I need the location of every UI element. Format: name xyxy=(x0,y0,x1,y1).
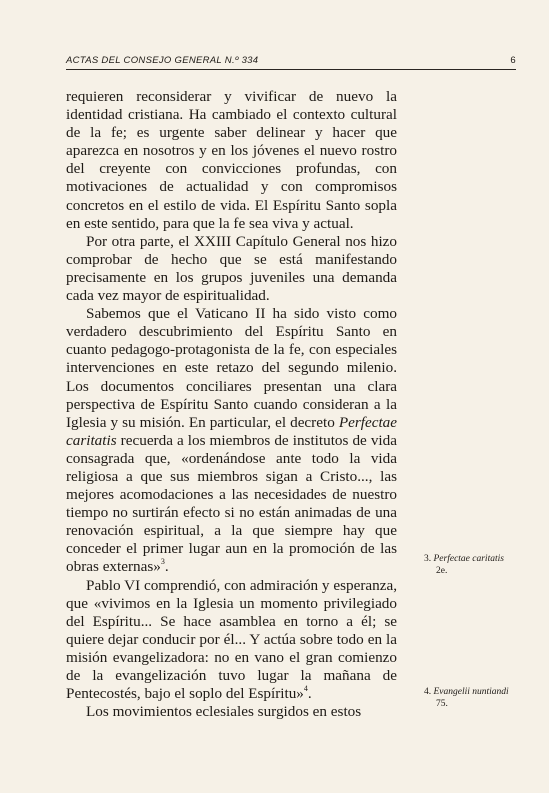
footnote-reference: Perfectae caritatis xyxy=(433,554,504,564)
footnote-detail: 75. xyxy=(436,699,448,709)
footnote-marker: 3 xyxy=(160,557,165,567)
footnote-detail: 2e. xyxy=(436,566,448,576)
footnote-reference: Evangelii nuntiandi xyxy=(433,687,509,697)
paragraph xyxy=(66,577,397,704)
paragraph: Los movimientos eclesiales surgidos en estos xyxy=(86,703,362,721)
paragraph-end: . xyxy=(164,558,169,576)
footnote-number: 4. xyxy=(424,687,432,697)
footnote-number: 3. xyxy=(424,554,432,564)
paragraph-text: recuerda a los miembros de institutos de vida consagrada que, «ordenándose ante todo la vida religiosa a que sus miembros sigan a Cristo..., las mejores acomodaciones a las necesidades de nuestro tiempo no surtirán efecto si no están animadas de una renovación espiritual, a la que siempre hay que conceder el primer lugar aun en la promoción de las obras externas» xyxy=(66,431,397,576)
decree-title: Perfectae caritatis xyxy=(66,413,397,449)
paragraph-text: Pablo VI comprendió, con admiración y esperanza, que «vivimos en la Iglesia un momento privilegiado del Espíritu... Se hace asamblea en torno a él; se quiere dejar conducir por él... Y actúa sobre todo en la misión evangelizadora: no en vano el gran comienzo de la evangelización tuvo lugar la mañana de Pentecostés, bajo el soplo del Espíritu» xyxy=(66,576,397,703)
paragraph-text: Sabemos que el Vaticano II ha sido visto como verdadero descubrimiento del Espíritu Santo en cuanto pedagogo-protagonista de la fe, con especiales intervenciones en este retazo del segundo milenio. Los documentos conciliares presentan una clara perspectiva de Espíritu Santo cuando consideran a la Iglesia y su misión. En particular, el decreto xyxy=(66,305,397,431)
running-title: ACTAS DEL CONSEJO GENERAL N.º 334 xyxy=(66,55,259,66)
paragraph: requieren reconsiderar y vivificar de nuevo la identidad cristiana. Ha cambiado el contexto cultural de la fe; es urgente saber delinear y hacer que aparezca en nosotros y en los jóvenes el nuevo rostro del creyente con convicciones profundas, con motivaciones de actualidad y con compromisos concretos en el estilo de vida. El Espíritu Santo sopla en este sentido, para que la fe sea viva y actual. xyxy=(66,88,397,232)
footnote xyxy=(424,553,529,577)
running-header xyxy=(66,53,516,70)
paragraph xyxy=(66,305,397,576)
paragraph-end: . xyxy=(307,685,312,703)
main-text xyxy=(66,88,397,721)
paragraph: Por otra parte, el XXIII Capítulo General nos hizo comprobar de hecho que se está manifestando precisamente en los grupos juveniles una demanda cada vez mayor de espiritualidad. xyxy=(66,232,397,305)
footnote xyxy=(424,686,529,710)
footnote-marker: 4 xyxy=(303,684,308,694)
page-number: 6 xyxy=(510,55,516,66)
